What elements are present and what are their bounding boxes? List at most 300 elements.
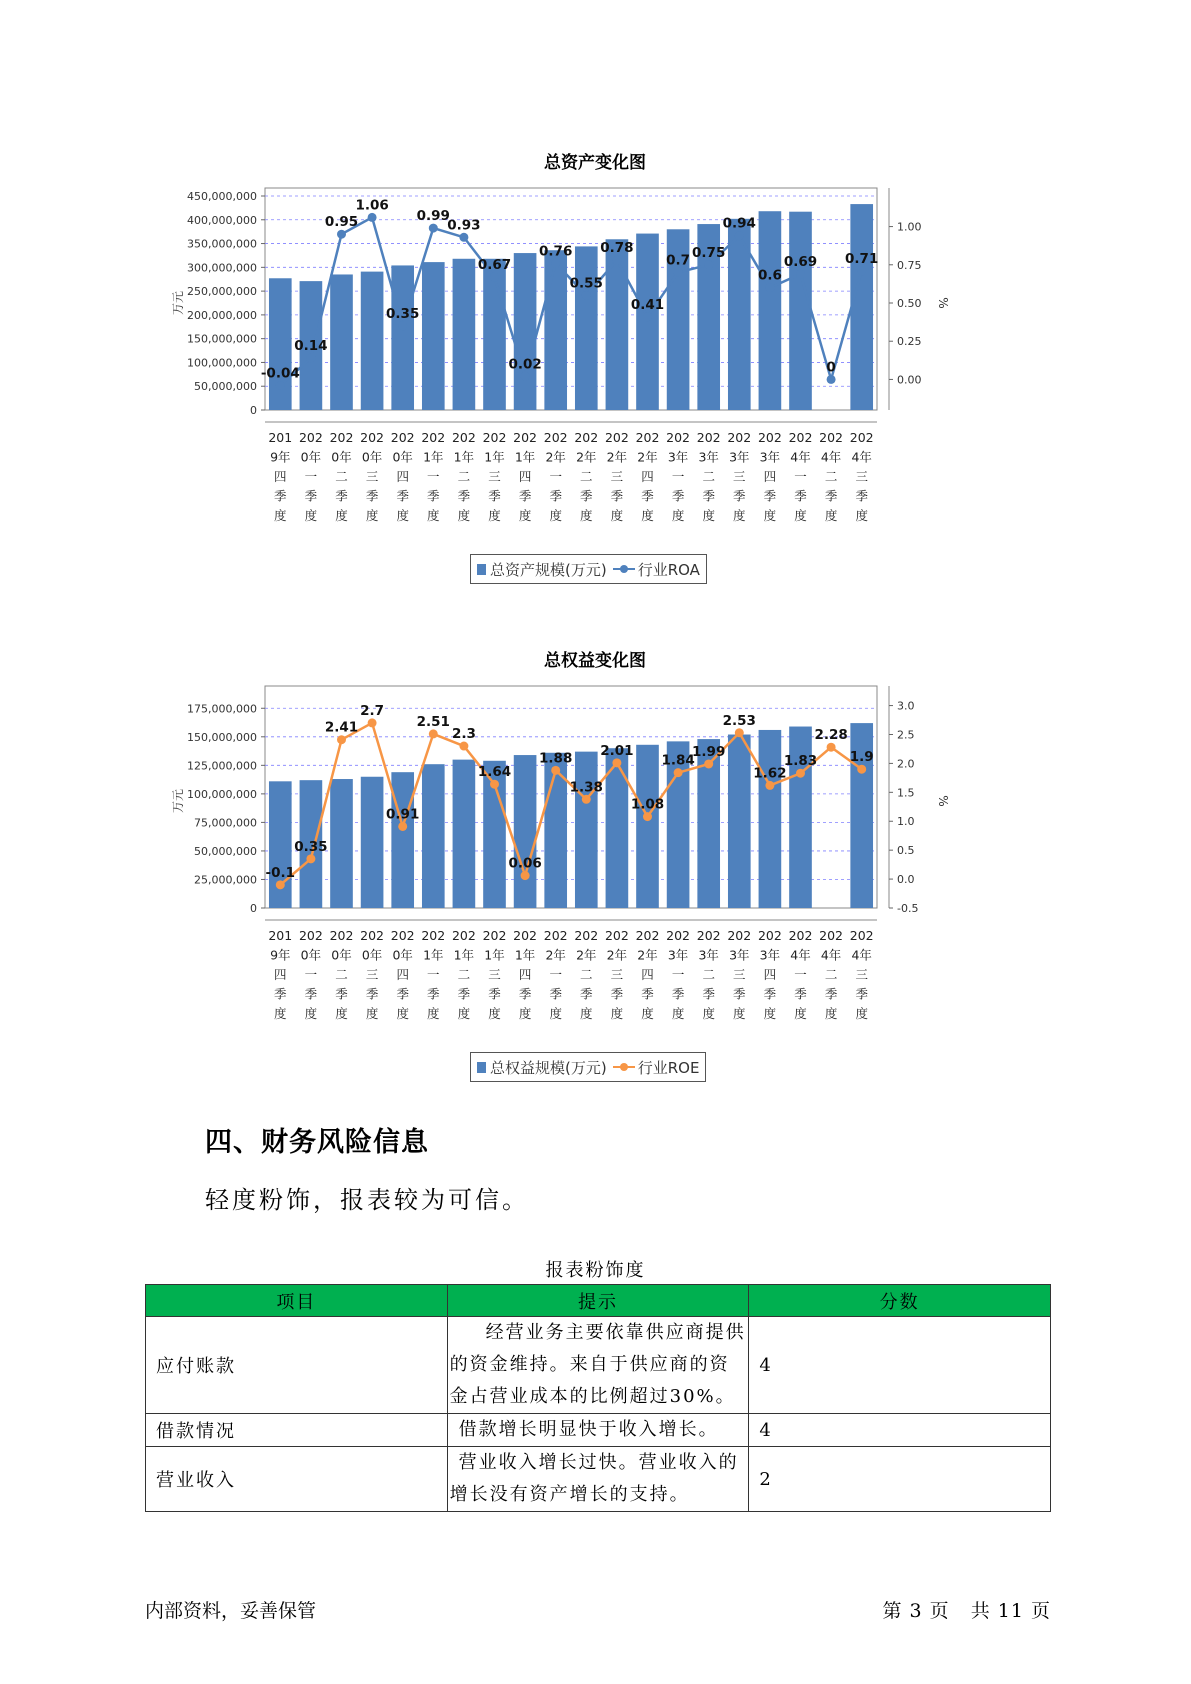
- x-tick-label: 度: [641, 508, 654, 523]
- line-point: [674, 768, 683, 777]
- line-point: [306, 354, 315, 363]
- x-tick-label: 四: [396, 469, 409, 484]
- y-tick-label: 150,000,000: [187, 730, 257, 744]
- y2-axis-title: %: [936, 795, 950, 807]
- x-tick-label: 度: [274, 1006, 287, 1021]
- line-point: [490, 273, 499, 282]
- line-point: [674, 268, 683, 277]
- x-tick-label: 度: [518, 508, 532, 523]
- bar: [606, 239, 629, 410]
- y2-tick-label: 0.0: [897, 873, 915, 887]
- x-tick-label: 季: [549, 488, 562, 504]
- equity-chart: [170, 646, 1020, 1086]
- x-tick-label: 202: [727, 928, 752, 943]
- x-tick-label: 度: [427, 1006, 440, 1021]
- y2-tick-label: 2.0: [897, 757, 915, 771]
- bar: [453, 760, 476, 908]
- x-tick-label: 1年: [484, 449, 505, 465]
- x-tick-label: 度: [610, 508, 624, 523]
- line-point: [398, 822, 407, 831]
- table-caption: 报表粉饰度: [545, 1260, 646, 1281]
- bar: [759, 730, 782, 908]
- x-tick-label: 一: [304, 967, 318, 982]
- x-tick-label: 二: [457, 469, 471, 484]
- x-tick-label: 季: [365, 488, 379, 504]
- table-cell-item: 营业收入: [146, 1447, 448, 1512]
- y-tick-label: 50,000,000: [194, 380, 257, 394]
- line-point: [582, 291, 591, 300]
- x-tick-label: 季: [304, 986, 318, 1002]
- data-label: 1.06: [355, 197, 389, 214]
- line-point: [827, 375, 836, 384]
- x-tick-label: 三: [365, 967, 379, 982]
- x-tick-label: 四: [518, 967, 532, 982]
- x-tick-label: 季: [549, 986, 562, 1002]
- line-point: [337, 230, 346, 239]
- x-tick-label: 三: [855, 967, 868, 982]
- x-tick-label: 季: [457, 986, 471, 1002]
- x-tick-label: 季: [671, 488, 685, 504]
- line-point: [337, 735, 346, 744]
- line-point: [704, 759, 713, 768]
- x-tick-label: 202: [390, 928, 415, 943]
- x-tick-label: 度: [457, 1006, 471, 1021]
- y2-tick-label: 0.00: [897, 373, 922, 387]
- table-header-item: 项目: [146, 1285, 448, 1317]
- x-tick-label: 2年: [545, 449, 566, 465]
- line-point: [521, 372, 530, 381]
- bar: [575, 246, 598, 410]
- x-tick-label: 四: [763, 469, 777, 484]
- x-tick-label: 季: [304, 488, 318, 504]
- x-tick-label: 季: [365, 986, 379, 1002]
- data-label: 0.55: [569, 275, 603, 292]
- x-tick-label: 202: [543, 430, 568, 445]
- x-tick-label: 0年: [300, 947, 322, 963]
- line-point: [582, 795, 591, 804]
- y2-tick-label: 2.5: [897, 728, 915, 742]
- y2-tick-label: 0.25: [897, 335, 922, 349]
- data-label: 1.84: [661, 752, 695, 769]
- x-tick-label: 季: [335, 986, 348, 1002]
- x-tick-label: 202: [635, 928, 660, 943]
- data-label: 0.76: [539, 243, 573, 260]
- data-label: 0.75: [692, 244, 726, 261]
- data-label: 0.41: [630, 296, 665, 313]
- x-tick-label: 度: [549, 508, 562, 523]
- x-tick-label: 202: [482, 430, 507, 445]
- bar: [453, 259, 476, 410]
- bar: [759, 211, 782, 410]
- x-tick-label: 季: [427, 488, 440, 504]
- x-tick-label: 二: [335, 967, 348, 982]
- assets-chart-svg: [170, 178, 1020, 578]
- x-tick-label: 3年: [698, 449, 719, 465]
- x-tick-label: 0年: [392, 947, 413, 963]
- x-tick-label: 度: [641, 1006, 654, 1021]
- footer-confidential: 内部资料，妥善保管: [145, 1600, 317, 1622]
- data-label: 1.64: [477, 764, 512, 781]
- x-tick-label: 季: [855, 488, 868, 504]
- x-tick-label: 202: [298, 928, 323, 943]
- x-tick-label: 202: [360, 928, 385, 943]
- x-tick-label: 3年: [729, 947, 750, 963]
- x-tick-label: 3年: [729, 449, 750, 465]
- y-tick-label: 100,000,000: [187, 787, 257, 801]
- data-label: 2.3: [451, 726, 476, 743]
- bar: [636, 745, 659, 908]
- x-tick-label: 度: [824, 508, 838, 523]
- x-tick-label: 度: [488, 508, 501, 523]
- legend-line-label: 行业ROA: [637, 560, 700, 579]
- data-label: 2.53: [722, 712, 756, 729]
- x-tick-label: 度: [580, 1006, 593, 1021]
- y-tick-label: 400,000,000: [187, 213, 257, 227]
- x-tick-label: 季: [488, 488, 501, 504]
- legend-bar-swatch: [477, 564, 486, 575]
- x-tick-label: 一: [304, 469, 318, 484]
- x-tick-label: 0年: [392, 449, 413, 465]
- x-tick-label: 202: [329, 928, 354, 943]
- y2-tick-label: 0.5: [897, 844, 915, 858]
- line-point: [796, 269, 805, 278]
- x-tick-label: 0年: [361, 449, 383, 465]
- x-tick-label: 4年: [820, 449, 842, 465]
- x-tick-label: 一: [427, 967, 440, 982]
- x-tick-label: 一: [427, 469, 440, 484]
- x-tick-label: 1年: [484, 947, 505, 963]
- data-label: 0.6: [757, 267, 782, 284]
- y-axis-title: 万元: [171, 788, 185, 814]
- x-tick-label: 9年: [270, 449, 291, 465]
- x-tick-label: 度: [396, 508, 409, 523]
- x-tick-label: 201: [268, 430, 293, 445]
- data-label: 1.99: [692, 743, 726, 760]
- x-tick-label: 3年: [759, 449, 781, 465]
- x-tick-label: 四: [518, 469, 532, 484]
- x-tick-label: 季: [702, 488, 715, 504]
- y2-tick-label: -0.5: [897, 902, 919, 915]
- line-point: [765, 781, 774, 790]
- line-point: [459, 233, 468, 242]
- line-point: [857, 266, 866, 275]
- table-cell-item: 应付账款: [146, 1317, 448, 1414]
- x-tick-label: 202: [788, 928, 813, 943]
- data-label: 1.62: [753, 765, 787, 782]
- x-tick-label: 202: [696, 430, 721, 445]
- data-label: 0.78: [600, 240, 634, 257]
- table-cell-item: 借款情况: [146, 1414, 448, 1447]
- equity-chart-title: 总权益变化图: [544, 651, 646, 671]
- section-heading: 四、财务风险信息: [205, 1127, 429, 1158]
- equity-chart-legend: [470, 1052, 706, 1082]
- table-cell-score: 4: [749, 1317, 1051, 1414]
- bar: [544, 753, 567, 908]
- y-tick-label: 200,000,000: [187, 308, 257, 322]
- line-point: [276, 880, 285, 889]
- data-label: 0.35: [386, 305, 420, 322]
- x-tick-label: 202: [757, 928, 782, 943]
- line-point: [276, 381, 285, 390]
- line-point: [398, 321, 407, 330]
- x-tick-label: 三: [365, 469, 379, 484]
- x-tick-label: 度: [733, 1006, 746, 1021]
- data-label: 0.71: [845, 250, 879, 267]
- x-tick-label: 二: [580, 469, 593, 484]
- x-tick-label: 202: [298, 430, 323, 445]
- x-tick-label: 季: [610, 986, 624, 1002]
- x-tick-label: 季: [855, 986, 868, 1002]
- x-tick-label: 二: [335, 469, 348, 484]
- x-tick-label: 2年: [576, 449, 597, 465]
- x-tick-label: 202: [727, 430, 752, 445]
- x-tick-label: 202: [849, 928, 874, 943]
- data-label: 2.41: [324, 719, 359, 736]
- table-row: [146, 1414, 1051, 1447]
- x-tick-label: 4年: [790, 449, 811, 465]
- x-tick-label: 2年: [606, 947, 628, 963]
- data-label: 0.67: [477, 257, 512, 274]
- x-tick-label: 3年: [667, 947, 689, 963]
- x-tick-label: 202: [666, 928, 691, 943]
- y-tick-label: 25,000,000: [194, 873, 257, 887]
- x-tick-label: 202: [604, 928, 629, 943]
- x-tick-label: 季: [763, 488, 777, 504]
- y-tick-label: 250,000,000: [187, 285, 257, 299]
- data-label: 1.83: [783, 753, 818, 770]
- data-label: 1.88: [539, 750, 573, 767]
- y-axis-title: 万元: [171, 290, 185, 316]
- x-tick-label: 202: [421, 430, 446, 445]
- x-tick-label: 4年: [820, 947, 842, 963]
- x-tick-label: 度: [855, 1006, 868, 1021]
- x-tick-label: 三: [733, 967, 746, 982]
- data-label: 0: [826, 359, 836, 376]
- bar: [391, 772, 414, 908]
- x-tick-label: 度: [610, 1006, 624, 1021]
- x-tick-label: 1年: [423, 449, 444, 465]
- table-row: [146, 1317, 1051, 1414]
- bar: [728, 735, 751, 908]
- line-point: [796, 769, 805, 778]
- line-point: [551, 766, 560, 775]
- x-tick-label: 季: [396, 488, 409, 504]
- x-tick-label: 三: [488, 469, 501, 484]
- x-tick-label: 202: [666, 430, 691, 445]
- x-tick-label: 二: [824, 967, 838, 982]
- data-label: 2.28: [814, 727, 848, 744]
- data-label: 0.91: [386, 806, 420, 823]
- x-tick-label: 202: [635, 430, 660, 445]
- data-label: -0.1: [265, 864, 296, 881]
- x-tick-label: 季: [702, 986, 715, 1002]
- x-tick-label: 度: [763, 508, 777, 523]
- y2-tick-label: 1.5: [897, 786, 915, 800]
- x-tick-label: 季: [580, 488, 593, 504]
- line-point: [429, 224, 438, 233]
- line-point: [551, 259, 560, 268]
- x-tick-label: 度: [549, 1006, 562, 1021]
- y-tick-label: 450,000,000: [187, 190, 257, 203]
- x-tick-label: 1年: [514, 449, 536, 465]
- data-label: 0.99: [416, 208, 450, 225]
- section-summary: 轻度粉饰，报表较为可信。: [205, 1186, 529, 1214]
- x-tick-label: 202: [451, 430, 476, 445]
- data-label: 1.9: [849, 749, 874, 766]
- line-point: [765, 283, 774, 292]
- legend-bar-label: 总资产规模(万元): [490, 560, 607, 579]
- legend-line-label: 行业ROE: [637, 1058, 700, 1077]
- table-cell-score: 4: [749, 1414, 1051, 1447]
- bar: [361, 777, 384, 908]
- x-tick-label: 201: [268, 928, 293, 943]
- bar: [789, 212, 812, 410]
- x-tick-label: 1年: [453, 449, 475, 465]
- line-point: [643, 312, 652, 321]
- y-tick-label: 0: [250, 404, 257, 417]
- bar: [514, 253, 537, 410]
- x-tick-label: 度: [794, 508, 807, 523]
- x-tick-label: 202: [421, 928, 446, 943]
- x-tick-label: 季: [580, 986, 593, 1002]
- x-tick-label: 季: [671, 986, 685, 1002]
- table-cell-hint: 经营业务主要依靠供应商提供的资金维持。来自于供应商的资金占营业成本的比例超过30%。: [447, 1317, 749, 1414]
- assets-chart-title: 总资产变化图: [544, 153, 646, 173]
- table-row: [146, 1447, 1051, 1512]
- x-tick-label: 一: [549, 967, 562, 982]
- x-tick-label: 二: [824, 469, 838, 484]
- x-tick-label: 季: [488, 986, 501, 1002]
- bar: [544, 250, 567, 410]
- x-tick-label: 202: [696, 928, 721, 943]
- x-tick-label: 202: [819, 928, 844, 943]
- table-header-score: 分数: [749, 1285, 1051, 1317]
- line-point: [306, 854, 315, 863]
- data-label: 2.51: [416, 713, 450, 730]
- line-point: [368, 718, 377, 727]
- x-tick-label: 季: [641, 488, 654, 504]
- x-tick-label: 2年: [606, 449, 628, 465]
- x-tick-label: 4年: [851, 449, 872, 465]
- x-tick-label: 季: [641, 986, 654, 1002]
- x-tick-label: 四: [641, 469, 654, 484]
- bar: [850, 204, 873, 410]
- data-label: 0.95: [324, 214, 359, 231]
- x-tick-label: 一: [671, 967, 685, 982]
- x-tick-label: 度: [702, 508, 715, 523]
- x-tick-label: 202: [574, 430, 599, 445]
- x-tick-label: 202: [513, 430, 538, 445]
- y-tick-label: 350,000,000: [187, 237, 257, 251]
- line-point: [735, 728, 744, 737]
- x-tick-label: 季: [518, 488, 532, 504]
- x-tick-label: 1年: [514, 947, 536, 963]
- line-point: [521, 871, 530, 880]
- x-tick-label: 2年: [576, 947, 597, 963]
- data-label: 0.69: [783, 253, 818, 270]
- footer-page-number: 第 3 页 共 11 页: [882, 1600, 1051, 1622]
- x-tick-label: 季: [733, 986, 746, 1002]
- line-point: [704, 260, 713, 269]
- x-tick-label: 202: [390, 430, 415, 445]
- line-point: [490, 780, 499, 789]
- x-tick-label: 一: [794, 967, 807, 982]
- x-tick-label: 3年: [667, 449, 689, 465]
- y-tick-label: 125,000,000: [187, 759, 257, 773]
- x-tick-label: 度: [304, 1006, 318, 1021]
- x-tick-label: 季: [824, 986, 838, 1002]
- x-tick-label: 三: [855, 469, 868, 484]
- x-tick-label: 季: [274, 488, 287, 504]
- x-tick-label: 季: [457, 488, 471, 504]
- x-tick-label: 四: [396, 967, 409, 982]
- bar: [636, 234, 659, 410]
- y2-tick-label: 1.00: [897, 220, 922, 234]
- x-tick-label: 0年: [361, 947, 383, 963]
- x-tick-label: 度: [427, 508, 440, 523]
- x-tick-label: 二: [457, 967, 471, 982]
- x-tick-label: 度: [335, 508, 348, 523]
- bar: [422, 262, 445, 410]
- x-tick-label: 3年: [698, 947, 719, 963]
- line-point: [643, 812, 652, 821]
- x-tick-label: 度: [274, 508, 287, 523]
- x-tick-label: 季: [610, 488, 624, 504]
- x-tick-label: 202: [451, 928, 476, 943]
- x-tick-label: 季: [794, 986, 807, 1002]
- x-tick-label: 2年: [637, 449, 658, 465]
- x-tick-label: 季: [274, 986, 287, 1002]
- x-tick-label: 三: [733, 469, 746, 484]
- x-tick-label: 季: [427, 986, 440, 1002]
- x-tick-label: 度: [702, 1006, 715, 1021]
- x-tick-label: 二: [702, 967, 715, 982]
- x-tick-label: 度: [580, 508, 593, 523]
- y-tick-label: 150,000,000: [187, 332, 257, 346]
- assets-chart: [170, 148, 1020, 588]
- x-tick-label: 二: [702, 469, 715, 484]
- y2-tick-label: 1.0: [897, 815, 915, 829]
- y-tick-label: 175,000,000: [187, 702, 257, 716]
- x-tick-label: 季: [763, 986, 777, 1002]
- data-label: 1.08: [630, 796, 665, 813]
- x-tick-label: 202: [513, 928, 538, 943]
- x-tick-label: 度: [794, 1006, 807, 1021]
- data-label: 0.02: [508, 356, 542, 373]
- x-tick-label: 四: [641, 967, 654, 982]
- x-tick-label: 2年: [637, 947, 658, 963]
- x-tick-label: 度: [335, 1006, 348, 1021]
- x-tick-label: 三: [610, 469, 624, 484]
- line-point: [857, 765, 866, 774]
- x-tick-label: 202: [482, 928, 507, 943]
- bar: [391, 265, 414, 410]
- x-tick-label: 度: [457, 508, 471, 523]
- data-label: 0.35: [294, 838, 328, 855]
- x-tick-label: 2年: [545, 947, 566, 963]
- x-tick-label: 四: [763, 967, 777, 982]
- legend-line-swatch: [613, 564, 635, 574]
- y2-tick-label: 0.50: [897, 297, 922, 310]
- x-tick-label: 202: [360, 430, 385, 445]
- line-point: [827, 743, 836, 752]
- x-tick-label: 一: [671, 469, 685, 484]
- x-tick-label: 季: [335, 488, 348, 504]
- x-tick-label: 一: [794, 469, 807, 484]
- x-tick-label: 1年: [423, 947, 444, 963]
- table-cell-hint: 营业收入增长过快。营业收入的增长没有资产增长的支持。: [447, 1447, 749, 1512]
- line-point: [612, 256, 621, 265]
